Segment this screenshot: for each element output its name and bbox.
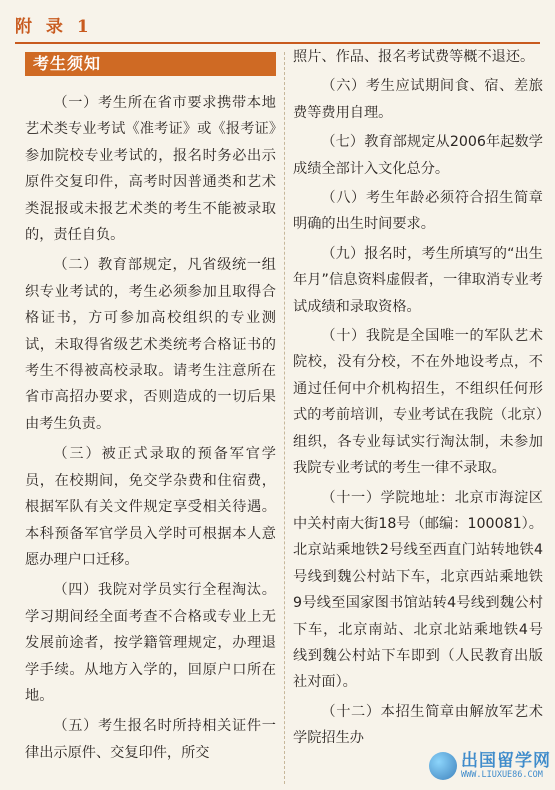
left-column [25, 52, 276, 770]
notice-item-11: （十一）学院地址：北京市海淀区中关村南大街18号（邮编：100081）。北京站乘地铁2号线至西直门站转地铁4号线到魏公村站下车，北京西站乘地铁9号线至国家图书馆站转4号线到魏公村下车，北京南站、北京北站乘地铁4号线到魏公村站下车即到（人民教育出版社对面）。 [293, 489, 543, 691]
notice-item-9: （九）报名时，考生所填写的“出生年月”信息资料虚假者，一律取消专业考试成绩和录取资格。 [293, 245, 543, 315]
notice-item-5-continuation: 照片、作品、报名考试费等概不退还。 [293, 49, 535, 65]
notice-item-4: （四）我院对学员实行全程淘汰。学习期间经全面考查不合格或专业上无发展前途者，按学籍管理规定，办理退学手续。从地方入学的，回原户口所在地。 [25, 582, 276, 704]
notice-item-5: （五）考生报名时所持相关证件一律出示原件、交复印件，所交 [25, 718, 276, 761]
globe-icon [429, 752, 457, 780]
notice-item-7: （七）教育部规定从2006年起数学成绩全部计入文化总分。 [293, 134, 543, 177]
watermark-name: 出国留学网 [461, 751, 551, 771]
notice-item-1: （一）考生所在省市要求携带本地艺术类专业考试《准考证》或《报考证》参加院校专业考试的，报名时务必出示原件交复印件，高考时因普通类和艺术类混报或未报艺术类的考生不能被录取的，责任自负。 [25, 95, 276, 244]
notice-item-2: （二）教育部规定，凡省级统一组织专业考试的，考生必须参加且取得合格证书，方可参加高校组织的专业测试，未取得省级艺术类统考合格证书的考生不得被高校录取。请考生注意所在省市高招办要求，否则造成的一切后果由考生负责。 [25, 257, 276, 432]
appendix-title: 附 录 1 [15, 17, 93, 37]
notice-item-12: （十二）本招生简章由解放军艺术学院招生办 [293, 703, 543, 747]
right-column [293, 44, 543, 755]
column-divider [284, 52, 285, 784]
site-watermark [391, 746, 551, 786]
section-title: 考生须知 [25, 52, 276, 76]
notice-item-3: （三）被正式录取的预备军官学员，在校期间，免交学杂费和住宿费，根据军队有关文件规定享受相关待遇。本科预备军官学员入学时可根据本人意愿办理户口迁移。 [25, 446, 276, 568]
watermark-url: WWW.LIUXUE86.COM [461, 770, 543, 780]
notice-item-10: （十）我院是全国唯一的军队艺术院校，没有分校，不在外地设考点，不通过任何中介机构招生，不组织任何形式的考前培训，专业考试在我院（北京）组织，各专业每试实行淘汰制，未参加我院专业考试的考生一律不录取。 [293, 328, 543, 477]
appendix-header [15, 12, 540, 44]
notice-item-6: （六）考生应试期间食、宿、差旅费等费用自理。 [293, 78, 543, 121]
notice-item-8: （八）考生年龄必须符合招生简章明确的出生时间要求。 [293, 190, 543, 233]
